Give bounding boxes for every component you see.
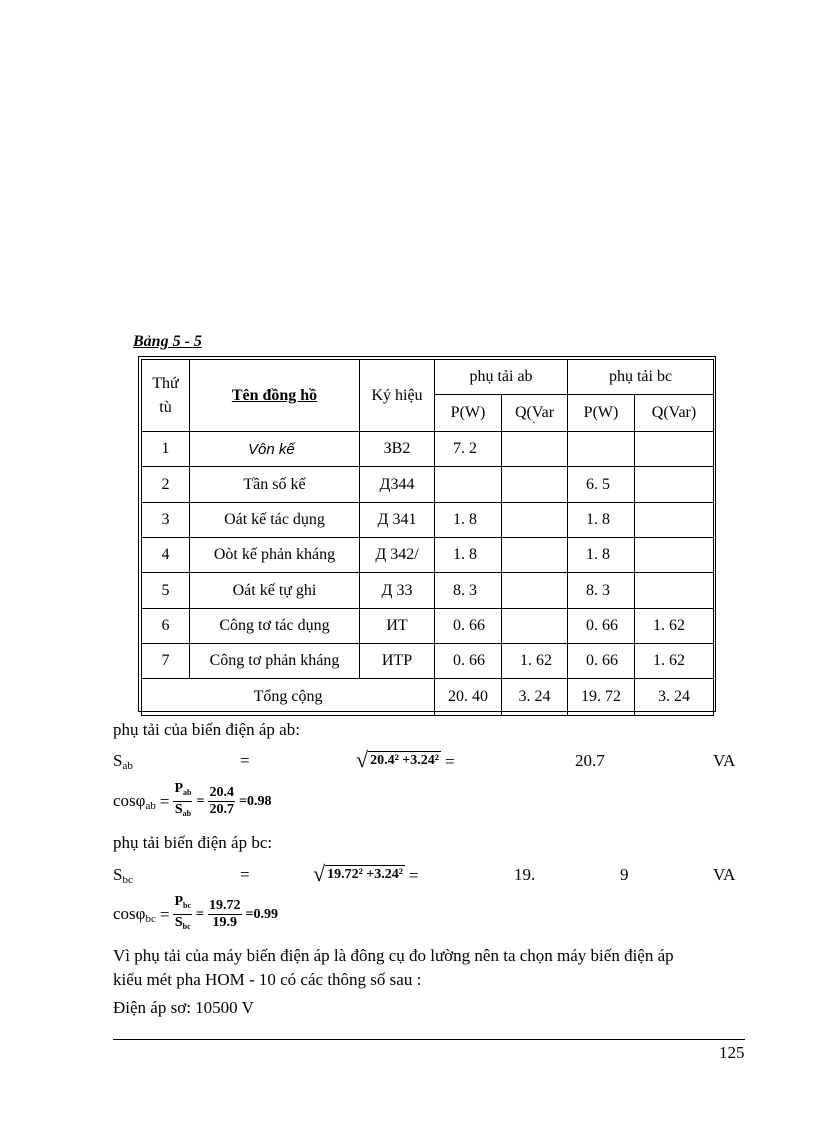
cos-ab-num: P bbox=[174, 781, 184, 796]
row-q-ab bbox=[502, 538, 568, 573]
cos-ab-equals: = bbox=[159, 791, 170, 811]
row-stt: 3 bbox=[142, 503, 190, 538]
s-bc-value-dec: 9 bbox=[620, 865, 629, 884]
row-name: Oòt kế phản kháng bbox=[190, 538, 360, 573]
ab-heading: phụ tải của biến điện áp ab: bbox=[113, 720, 300, 739]
header-p-ab: P(W) bbox=[435, 395, 502, 432]
s-ab-expression: 20.4² +3.24² bbox=[370, 753, 439, 768]
table-row bbox=[142, 538, 714, 573]
header-load-bc: phụ tải bc bbox=[568, 360, 714, 395]
table-row bbox=[142, 432, 714, 467]
row-p-ab bbox=[435, 467, 502, 503]
cos-bc-equals-2: = bbox=[196, 906, 205, 922]
cos-bc-num-sub: bc bbox=[183, 901, 192, 910]
row-q-bc bbox=[635, 467, 714, 503]
row-q-bc bbox=[635, 432, 714, 467]
cos-ab-fraction-1 bbox=[173, 781, 192, 822]
cos-bc-den: S bbox=[174, 915, 183, 930]
header-symbol: Ký hiệu bbox=[360, 360, 435, 432]
table-row bbox=[142, 573, 714, 609]
header-load-ab: phụ tải ab bbox=[435, 360, 568, 395]
total-q-bc: 3. 24 bbox=[635, 679, 714, 716]
table-caption: Bảng 5 - 5 bbox=[133, 333, 202, 350]
cos-bc-den-sub: bc bbox=[182, 922, 191, 931]
s-ab-label bbox=[113, 751, 133, 772]
cos-bc-fraction-2 bbox=[208, 898, 242, 931]
s-bc-subscript: bc bbox=[122, 874, 133, 886]
table-total-row bbox=[142, 679, 714, 716]
cos-bc-fraction-1 bbox=[173, 894, 192, 935]
row-q-ab bbox=[502, 573, 568, 609]
cos-bc-result: =0.99 bbox=[245, 906, 278, 922]
s-bc-equals-2: = bbox=[408, 866, 419, 885]
row-stt: 5 bbox=[142, 573, 190, 609]
row-p-ab: 1. 8 bbox=[435, 503, 502, 538]
row-q-bc bbox=[635, 538, 714, 573]
s-ab-subscript: ab bbox=[122, 760, 133, 772]
row-q-bc: 1. 62 bbox=[635, 609, 714, 644]
cos-ab-result: =0.98 bbox=[238, 793, 272, 809]
row-q-bc bbox=[635, 503, 714, 538]
row-name: Công tơ phản kháng bbox=[190, 644, 360, 679]
total-label: Tổng cộng bbox=[142, 679, 435, 716]
row-stt: 6 bbox=[142, 609, 190, 644]
data-table-frame bbox=[138, 356, 716, 712]
row-name: Tần số kế bbox=[190, 467, 360, 503]
s-ab-equals: = bbox=[240, 751, 250, 770]
s-bc-expression: 19.72² +3.24² bbox=[327, 867, 403, 882]
cos-ab-den-sub: ab bbox=[182, 809, 192, 818]
cos-bc-subscript: bc bbox=[145, 913, 156, 925]
row-p-ab: 7. 2 bbox=[435, 432, 502, 467]
header-stt-line1: Thứ bbox=[152, 374, 179, 392]
row-stt: 4 bbox=[142, 538, 190, 573]
row-stt: 7 bbox=[142, 644, 190, 679]
row-name: Oát kế tự ghi bbox=[190, 573, 360, 609]
bc-heading: phụ tải biến điện áp bc: bbox=[113, 833, 273, 852]
row-p-bc: 1. 8 bbox=[568, 538, 635, 573]
s-bc-unit: VA bbox=[713, 865, 736, 884]
page-number: 125 bbox=[719, 1043, 745, 1062]
row-name: Vôn kế bbox=[190, 432, 360, 467]
table-row bbox=[142, 644, 714, 679]
cos-bc-num: P bbox=[174, 894, 184, 909]
sqrt-icon: √ 20.4² +3.24² bbox=[356, 747, 439, 772]
paragraph-line-1: Vì phụ tải của máy biến điện áp là đông cụ đo lường nên ta chọn máy biến điện áp bbox=[113, 946, 674, 965]
header-p-bc: P(W) bbox=[568, 395, 635, 432]
row-q-ab bbox=[502, 467, 568, 503]
row-symbol: Д 341 bbox=[360, 503, 435, 538]
row-name: Oát kế tác dụng bbox=[190, 503, 360, 538]
row-p-bc: 6. 5 bbox=[568, 467, 635, 503]
s-ab-value: 20.7 bbox=[575, 751, 605, 770]
s-ab-equals-2: = bbox=[444, 752, 455, 771]
row-stt: 2 bbox=[142, 467, 190, 503]
header-q-bc: Q(Var) bbox=[635, 395, 714, 432]
row-p-ab: 0. 66 bbox=[435, 644, 502, 679]
paragraph-line-3: Điện áp sơ: 10500 V bbox=[113, 998, 254, 1017]
total-p-ab: 20. 40 bbox=[435, 679, 502, 716]
cos-bc-num-value: 19.72 bbox=[209, 898, 241, 913]
sqrt-icon: √ 19.72² +3.24² bbox=[313, 861, 403, 886]
row-p-ab: 0. 66 bbox=[435, 609, 502, 644]
row-name: Công tơ tác dụng bbox=[190, 609, 360, 644]
total-p-bc: 19. 72 bbox=[568, 679, 635, 716]
row-p-ab: 1. 8 bbox=[435, 538, 502, 573]
s-bc-symbol: S bbox=[113, 865, 123, 884]
row-q-ab bbox=[502, 503, 568, 538]
cos-ab-num-sub: ab bbox=[183, 788, 192, 797]
cos-ab-fraction-2 bbox=[208, 785, 235, 818]
cos-ab-prefix: cosφ bbox=[113, 791, 146, 810]
s-ab-unit: VA bbox=[713, 751, 736, 770]
s-bc-equals: = bbox=[240, 865, 250, 884]
cos-ab-num-value: 20.4 bbox=[209, 785, 234, 800]
row-q-ab bbox=[502, 432, 568, 467]
header-stt bbox=[142, 360, 190, 432]
table-row bbox=[142, 467, 714, 503]
cos-bc-den-value: 19.9 bbox=[212, 915, 238, 930]
cos-ab-subscript: ab bbox=[145, 800, 156, 812]
s-bc-label bbox=[113, 865, 133, 886]
row-symbol: ИТ bbox=[360, 609, 435, 644]
row-q-ab: 1. 62 bbox=[502, 644, 568, 679]
header-q-ab-tail: ` bbox=[532, 419, 536, 432]
row-q-ab bbox=[502, 609, 568, 644]
table-row bbox=[142, 609, 714, 644]
data-table bbox=[141, 359, 714, 716]
header-q-ab-label: Q(Var bbox=[514, 404, 555, 421]
table-row bbox=[142, 503, 714, 538]
row-p-bc bbox=[568, 432, 635, 467]
s-ab-symbol: S bbox=[113, 751, 123, 770]
row-p-ab: 8. 3 bbox=[435, 573, 502, 609]
row-p-bc: 0. 66 bbox=[568, 644, 635, 679]
paragraph-line-2: kiểu mét pha HOM - 10 có các thông số sau : bbox=[113, 970, 422, 989]
header-name: Tên đồng hồ bbox=[190, 360, 360, 432]
cos-ab-den: S bbox=[174, 802, 183, 817]
row-p-bc: 8. 3 bbox=[568, 573, 635, 609]
cos-ab-equals-2: = bbox=[196, 793, 205, 809]
row-symbol: ИТР bbox=[360, 644, 435, 679]
cos-bc-equals: = bbox=[159, 904, 170, 924]
row-stt: 1 bbox=[142, 432, 190, 467]
row-q-bc: 1. 62 bbox=[635, 644, 714, 679]
s-ab-formula bbox=[356, 747, 455, 772]
total-q-ab: 3. 24 bbox=[502, 679, 568, 716]
cos-bc-formula bbox=[113, 894, 278, 935]
row-p-bc: 0. 66 bbox=[568, 609, 635, 644]
row-p-bc: 1. 8 bbox=[568, 503, 635, 538]
cos-ab-den-value: 20.7 bbox=[209, 802, 234, 817]
cos-ab-formula bbox=[113, 781, 271, 822]
row-symbol: Д344 bbox=[360, 467, 435, 503]
s-bc-value-int: 19. bbox=[514, 865, 536, 884]
footer-divider bbox=[113, 1039, 745, 1040]
row-q-bc bbox=[635, 573, 714, 609]
cos-bc-prefix: cosφ bbox=[113, 904, 146, 923]
row-symbol: ЗВ2 bbox=[360, 432, 435, 467]
row-symbol: Д 342/ bbox=[360, 538, 435, 573]
s-bc-formula bbox=[313, 861, 419, 886]
row-symbol: Д 33 bbox=[360, 573, 435, 609]
header-q-ab bbox=[502, 395, 568, 432]
header-stt-line2: tù bbox=[159, 398, 172, 416]
